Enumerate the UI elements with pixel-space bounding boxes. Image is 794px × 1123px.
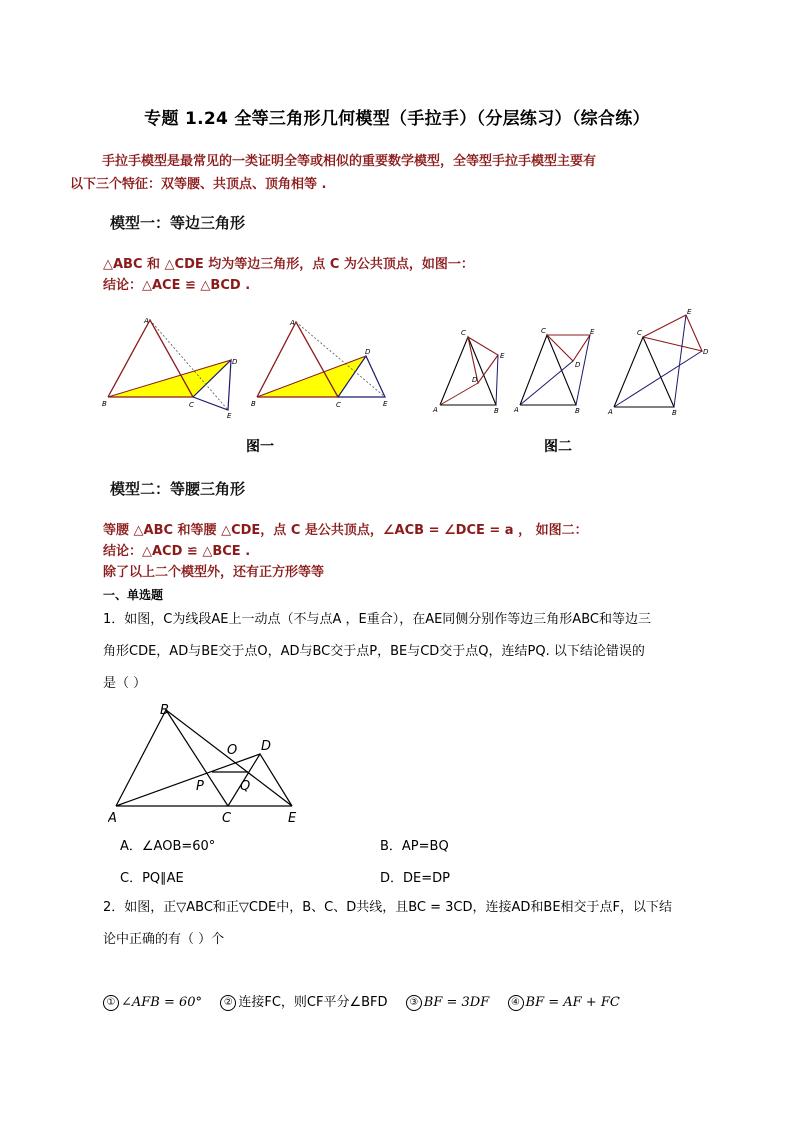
q1-option-d[interactable]: D．DE=DP [380, 871, 450, 886]
label-a: A [514, 406, 519, 414]
q1-line-1: 1．如图，C为线段AE上一动点（不与点A ，E重合），在AE同侧分别作等边三角形ABC和等边三 [103, 612, 651, 627]
question-2 [103, 892, 723, 956]
label-b: B [102, 400, 107, 408]
q2-item-2: 连接FC，则CF平分∠BFD [238, 995, 388, 1010]
model1-statement: △ABC 和 △CDE 均为等边三角形，点 C 为公共顶点，如图一： [103, 257, 474, 272]
label-c: C [336, 401, 341, 409]
q2-item-3: BF = 3DF [423, 995, 490, 1010]
label-e: E [383, 400, 388, 408]
segment-ad [614, 351, 702, 407]
label-b: B [672, 409, 677, 417]
q2-statements [103, 991, 620, 1011]
q1-option-b[interactable]: B．AP=BQ [380, 839, 449, 854]
label-c: C [222, 811, 232, 825]
q2-line-1: 2．如图，正▽ABC和正▽CDE中，B、C、D共线，且BC = 3CD，连接AD和BE相交于点F，以下结 [103, 900, 673, 915]
marker-4: ④ [508, 995, 524, 1011]
label-c: C [541, 327, 546, 335]
label-q: Q [240, 779, 251, 794]
segment-ad [116, 754, 260, 806]
intro-line-2: 以下三个特征：双等腰、共顶点、顶角相等 . [70, 177, 327, 192]
label-d: D [575, 361, 581, 369]
section-heading: 一、单选题 [103, 588, 164, 602]
figure-2-right [607, 308, 709, 417]
page-title: 专题 1.24 全等三角形几何模型（手拉手）（分层练习）（综合练） [144, 109, 650, 129]
model1-heading: 模型一：等边三角形 [110, 214, 246, 232]
model2-extra: 除了以上二个模型外，还有正方形等等 [103, 565, 325, 580]
intro-line-1: 手拉手模型是最常见的一类证明全等或相似的重要数学模型，全等型手拉手模型主要有 [102, 154, 597, 169]
figure-2-left [432, 329, 505, 415]
segment-be [674, 315, 686, 407]
question-1 [103, 604, 723, 700]
triangle-cde [547, 335, 590, 361]
label-e: E [288, 811, 297, 825]
triangle-cde [643, 315, 702, 351]
label-a: A [144, 317, 149, 325]
triangle-abc [116, 710, 228, 806]
label-c: C [461, 329, 466, 337]
label-o: O [227, 743, 238, 758]
q1-line-3: 是（ ） [103, 676, 147, 691]
question-1-diagram [108, 700, 308, 825]
label-b: B [160, 703, 169, 718]
marker-1: ① [103, 995, 119, 1011]
figure-1-label: 图一 [246, 439, 274, 455]
q2-item-4: BF = AF + FC [525, 995, 620, 1010]
q1-option-a[interactable]: A．∠AOB=60° [120, 839, 216, 854]
figure-1-diagram [100, 312, 400, 422]
model2-conclusion: 结论：△ACD ≌ △BCE . [103, 544, 251, 559]
label-b: B [251, 400, 256, 408]
model1-conclusion: 结论：△ACE ≌ △BCD . [103, 278, 251, 293]
marker-3: ③ [406, 995, 422, 1011]
label-b: B [494, 407, 499, 415]
label-d: D [232, 358, 238, 366]
segment-be [166, 710, 292, 806]
segment-ad [440, 383, 478, 405]
figure-2-label: 图二 [544, 439, 572, 455]
label-p: P [196, 779, 204, 794]
triangle-abc [614, 337, 674, 407]
triangle-abc [440, 337, 496, 405]
model2-heading: 模型二：等腰三角形 [110, 480, 246, 498]
model2-statement: 等腰 △ABC 和等腰 △CDE，点 C 是公共顶点，∠ACB = ∠DCE = a ， 如图二： [103, 523, 588, 538]
label-c: C [637, 329, 642, 337]
q2-line-2: 论中正确的有（ ）个 [103, 932, 225, 947]
label-e: E [227, 412, 232, 420]
label-e: E [590, 328, 595, 336]
label-d: D [472, 376, 478, 384]
marker-2: ② [220, 995, 236, 1011]
label-a: A [108, 811, 117, 825]
label-a: A [608, 408, 613, 416]
q1-line-2: 角形CDE，AD与BE交于点O，AD与BC交于点P，BE与CD交于点Q，连结PQ. 以下结论错误的 [103, 644, 645, 659]
triangle-abc [520, 335, 576, 405]
intro-paragraph [70, 150, 730, 196]
label-a: A [433, 406, 438, 414]
q2-item-1: ∠AFB = 60° [121, 995, 203, 1010]
label-d: D [703, 348, 709, 356]
label-b: B [575, 407, 580, 415]
figure-2-diagram [430, 305, 710, 420]
label-d: D [261, 739, 272, 754]
label-d: D [365, 348, 371, 356]
q1-option-c[interactable]: C．PQ∥AE [120, 871, 184, 886]
figure-1-right [251, 319, 388, 409]
segment-be [496, 355, 498, 405]
label-e: E [687, 308, 692, 316]
label-a: A [290, 319, 295, 327]
label-e: E [500, 352, 505, 360]
label-c: C [189, 401, 194, 409]
figure-2-middle [513, 327, 595, 415]
figure-1-left [102, 317, 238, 420]
